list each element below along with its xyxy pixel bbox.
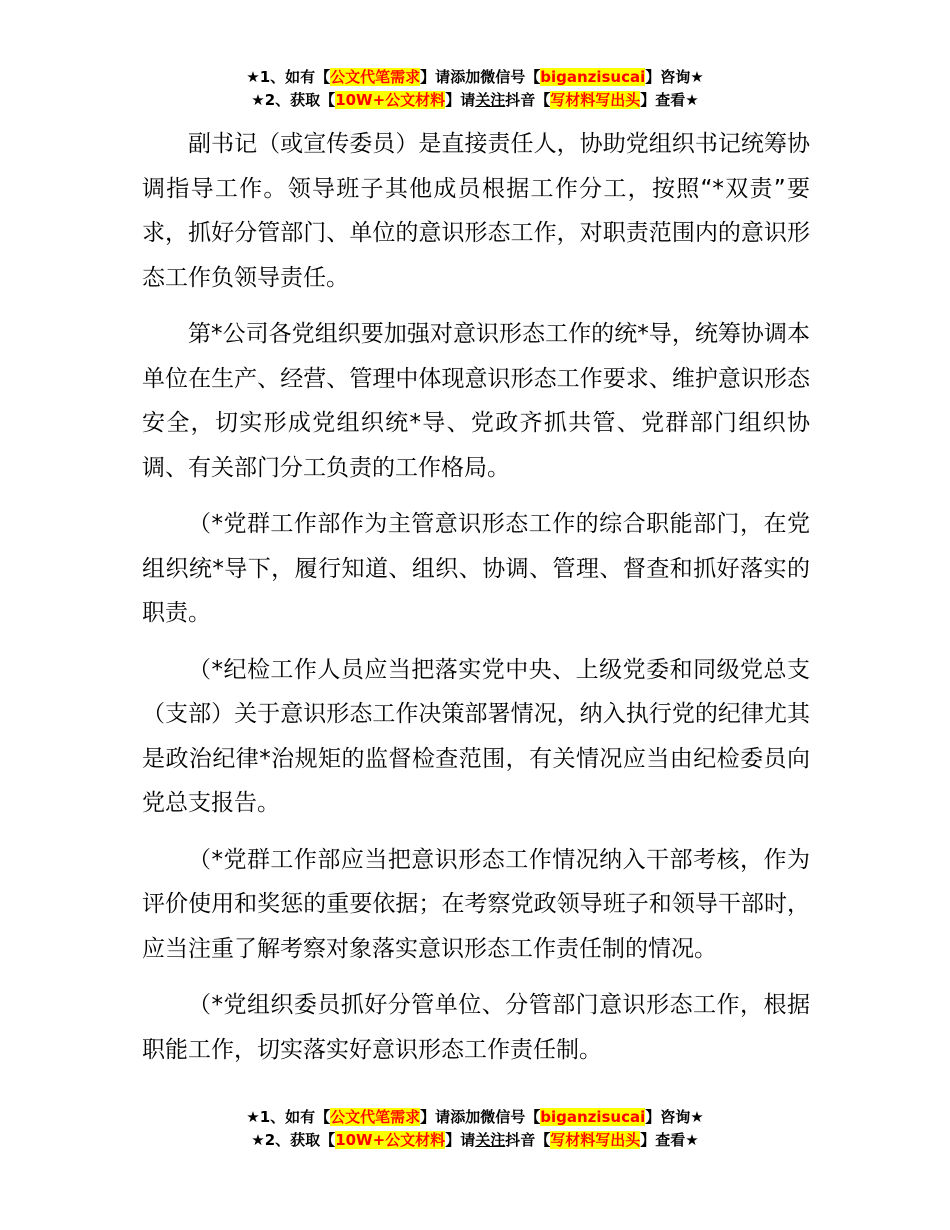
banner-text: 抖音【 [505,1131,551,1149]
banner-text: 】请 [445,1131,476,1149]
banner-text: 】咨询★ [645,1108,704,1126]
banner-highlight: 写材料写出头 [550,1131,641,1149]
banner-text: 】请 [420,68,451,86]
banner-text: ★2、获取【 [251,91,336,109]
banner-text: 】请 [445,91,476,109]
banner-emphasis: 添加 [450,1108,481,1126]
banner-text: 】请 [420,1108,451,1126]
banner-highlight: 公文代笔需求 [330,68,421,86]
paragraph: 第*公司各党组织要加强对意识形态工作的统*导，统筹协调本单位在生产、经营、管理中体现意识形态工作要求、维护意识形态安全，切实形成党组织统*导、党政齐抓共管、党群部门组织协调、有关部门分工负责的工作格局。 [142,321,810,481]
paragraph: （*党群工作部作为主管意识形态工作的综合职能部门，在党组织统*导下，履行知道、组织、协调、管理、督查和抓好落实的职责。 [142,511,810,626]
banner-emphasis: 添加 [450,68,481,86]
banner-text: 】查看★ [640,1131,699,1149]
document-body [142,122,810,1084]
banner-highlight: biganzisucai [540,68,646,86]
banner-line-2 [0,1129,950,1152]
banner-text: 微信号【 [480,1108,541,1126]
banner-highlight: 公文代笔需求 [330,1108,421,1126]
banner-highlight: biganzisucai [540,1108,646,1126]
paragraph: （*纪检工作人员应当把落实党中央、上级党委和同级党总支（支部）关于意识形态工作决策部署情况，纳入执行党的纪律尤其是政治纪律*治规矩的监督检查范围，有关情况应当由纪检委员向党总支报告。 [142,656,810,816]
paragraph: （*党组织委员抓好分管单位、分管部门意识形态工作，根据职能工作，切实落实好意识形态工作责任制。 [142,992,810,1063]
banner-text: ★1、如有【 [246,1108,331,1126]
paragraph: 副书记（或宣传委员）是直接责任人，协助党组织书记统筹协调指导工作。领导班子其他成员根据工作分工，按照“*双责”要求，抓好分管部门、单位的意识形态工作，对职责范围内的意识形态工作负领导责任。 [142,131,810,291]
header-banner [0,66,950,112]
banner-text: ★1、如有【 [246,68,331,86]
banner-line-1 [0,66,950,89]
banner-line-2 [0,89,950,112]
banner-highlight: 10W+公文材料 [335,1131,446,1149]
banner-highlight: 10W+公文材料 [335,91,446,109]
banner-text: 】查看★ [640,91,699,109]
banner-text: 】咨询★ [645,68,704,86]
banner-emphasis: 关注 [475,91,506,109]
footer-banner [0,1106,950,1152]
banner-line-1 [0,1106,950,1129]
banner-text: ★2、获取【 [251,1131,336,1149]
paragraph: （*党群工作部应当把意识形态工作情况纳入干部考核，作为评价使用和奖惩的重要依据；在考察党政领导班子和领导干部时，应当注重了解考察对象落实意识形态工作责任制的情况。 [142,846,810,962]
banner-text: 抖音【 [505,91,551,109]
banner-text: 微信号【 [480,68,541,86]
banner-highlight: 写材料写出头 [550,91,641,109]
banner-emphasis: 关注 [475,1131,506,1149]
